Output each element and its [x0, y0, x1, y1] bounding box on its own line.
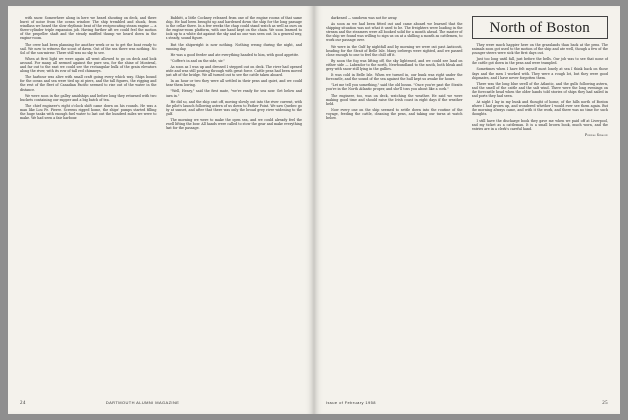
- right-column-2: [472, 16, 609, 392]
- paragraph: I still have the discharge book they gave me when we paid off at Liverpool, and my ticket as a cattleman. It is a small brown book, much worn, and the entries are in a clerk's careful hand.: [471, 118, 608, 131]
- author-byline: Phineas Sprague: [584, 132, 608, 137]
- left-page-columns: [20, 16, 302, 392]
- publication-name: DARTMOUTH ALUMNI MAGAZINE: [105, 400, 180, 405]
- paragraph: But the shipwright is now nothing. Nothing wrong during the night, and running day.: [165, 42, 302, 51]
- paragraph: "Well, Henry," said the first mate, "we're ready for sea now. Get below and turn in.": [165, 89, 302, 98]
- headline-box: [472, 16, 609, 39]
- left-page: [8, 6, 314, 414]
- paragraph: As soon as I was up and dressed I stepped out on deck. The river had opened wide and was still pouring through with great force. Cattle pens had been moved just aft of the bridge. We all turned out to see the cattle taken aboard.: [165, 64, 302, 78]
- left-column-1: [20, 16, 157, 392]
- paragraph: "Coffee's in and on the side, sir.": [170, 58, 225, 63]
- paragraph: The harbour was alive with small craft going every which way. Ships bound for the ocean and sea were tied up at piers, and the tall figures, the rigging and the rest of the fleet of Canadian Pacific seemed to rise out of the water in the distance.: [20, 75, 157, 92]
- paragraph: darkened — sundown was not for away.: [331, 16, 398, 20]
- page-number: 25: [602, 401, 608, 406]
- paragraph: They were much happier here on the grasslands than back at the pens. The animals soon got used to the motion of the ship and ate well, though a few of the younger steers were sick the first days out.: [471, 43, 608, 56]
- paragraph: The crew had been planning for another week or so to get the boat ready to sail. We now to witness the scout of dawn. Out of the sea there was nothing. No Sol of the son-mirror. There still was no sky to see.: [20, 42, 157, 55]
- paragraph: The chief engineer's eight o'clock shift came down on his rounds. He was a man like Lou Fe. Pierre. Screens rigged home, the ships' pumps started filling the huge tanks with enough fuel water to last out the hundred miles we were to make. We had seen a fair harbour.: [20, 103, 157, 121]
- paragraph: In an hour or two they were all settled in their pens and quiet, and we could hear them lowing.: [165, 79, 302, 88]
- paragraph: Now every one on the ship seemed to settle down into the routine of the voyage, feeding the cattle, cleaning the pens, and taking our turns at watch below.: [326, 107, 463, 120]
- paragraph: There was the long blue swell of the Atlantic, and the gulls following astern, and the smell of the cattle and the salt wind. There were the long evenings on the forecastle head when the older hands told stories of ships they had sailed in and ports they had seen.: [471, 81, 608, 99]
- paragraph: with snow. Somewhere along in here we heard shouting on deck, and there burst of noise from the ocean window. The ship trembled and shook, from windlass we heard the slow rhythmic beat of the reciprocating steam engine — a three-cylinder triple expansion job. Having further aft we could feel the motion of the propeller shaft and the steady muffled thump we heard down in the engine-room.: [20, 16, 157, 41]
- paragraph: Sometimes when I have felt myself most lonely at sea I think back on those days and the men I worked with. They were a rough lot, but they were good shipmates, and I have never forgotten them.: [471, 67, 608, 80]
- paragraph: We were in the Gulf by nightfall and by morning we were out past Anticosti, heading for the Strait of Belle Isle. Many icebergs were sighted, and we passed close enough to one to feel the chill off it.: [326, 44, 463, 57]
- paragraph: The engineer, too, was on deck, watching the weather. He said we were making good time and should raise the Irish coast in eight days if the weather held.: [326, 93, 463, 106]
- paragraph: The morning we were to make the open sea, and we could already feel the swell lifting the bow. All hands were called to stow the gear and make everything fast for the passage.: [165, 117, 302, 131]
- issue-date: Issue of February 1958: [326, 400, 376, 405]
- magazine-spread: [8, 6, 620, 414]
- paragraph: When at first light we were again all went allowed to go on deck and look around. For many, all seemed against the pure sea, for the shine of Montreal, and far out to the east we could see the rectangular bulk of the grain elevators along the river, with its row of tall red chimneys.: [20, 56, 157, 74]
- article-headline: North of Boston: [489, 20, 590, 36]
- paragraph: He was a good feeder and ate everything handed to him, with good appetite.: [170, 52, 300, 57]
- page-number: 24: [20, 401, 26, 406]
- paragraph: We were soon in the galley amidships and before long they returned with two buckets containing our supper and a big batch of tea.: [20, 93, 157, 102]
- paragraph: At night I lay in my bunk and thought of home, of the hills north of Boston where I had grown up, and wondered whether I would ever see them again. But the morning always came, and with it the work, and there was no time for such thoughts.: [471, 100, 608, 117]
- paragraph: "Let me tell you something," said the old bosun. "Once you're past the Straits you're in the North Atlantic proper, and she'll toss you about like a cork.": [326, 83, 463, 92]
- paragraph: It was cold in Belle Isle. When we turned in, our bunk was right under the forecastle, and the sound of the sea against the hull kept us awake for hours.: [326, 73, 463, 82]
- right-page-columns: [326, 16, 608, 392]
- right-column-1: [326, 16, 463, 392]
- paragraph: As soon as we had been fitted out and came aboard we learned that the shipping situation was not what it used to be. The freighters were loading in the stream and the steamers were all booked solid for a month ahead. The master of the ship we found was willing to sign us on at a shilling a month as cattlemen, to work our passage over.: [326, 22, 463, 43]
- right-page-footer: [326, 400, 608, 406]
- left-page-footer: [20, 400, 302, 406]
- paragraph: He did so, and the ship cast off, moving slowly out into the river current, with the pilot's launch following astern of us down to Father Point. We saw Quebec go by at sunset, and after that there was only the broad grey river widening to the gulf.: [165, 99, 302, 116]
- paragraph: Just too long until fall, just before the bells. Our job was to see that none of the cattle got down in the pens and were trampled.: [471, 57, 608, 66]
- paragraph: By noon the fog was lifting off, the sky lightened, and we could see land on either side — Labrador to the north, Newfoundland to the south, both bleak and grey with snow still lying in the gullies.: [326, 58, 463, 72]
- right-page: [314, 6, 620, 414]
- paragraph: Babbitt, a little Cockney released from one of the engine rooms of that same ship. He had been brought up and hardened down the ship for the long passage to the cellar there. In a few weeks the chap could stand watch as well as ours on the engine-room platform, with one hand kept on the chain. We soon learned to look up to a white dot against the sky and no one was seen out. In a general way, a steady, sound figure.: [165, 16, 302, 41]
- left-column-2: [166, 16, 303, 392]
